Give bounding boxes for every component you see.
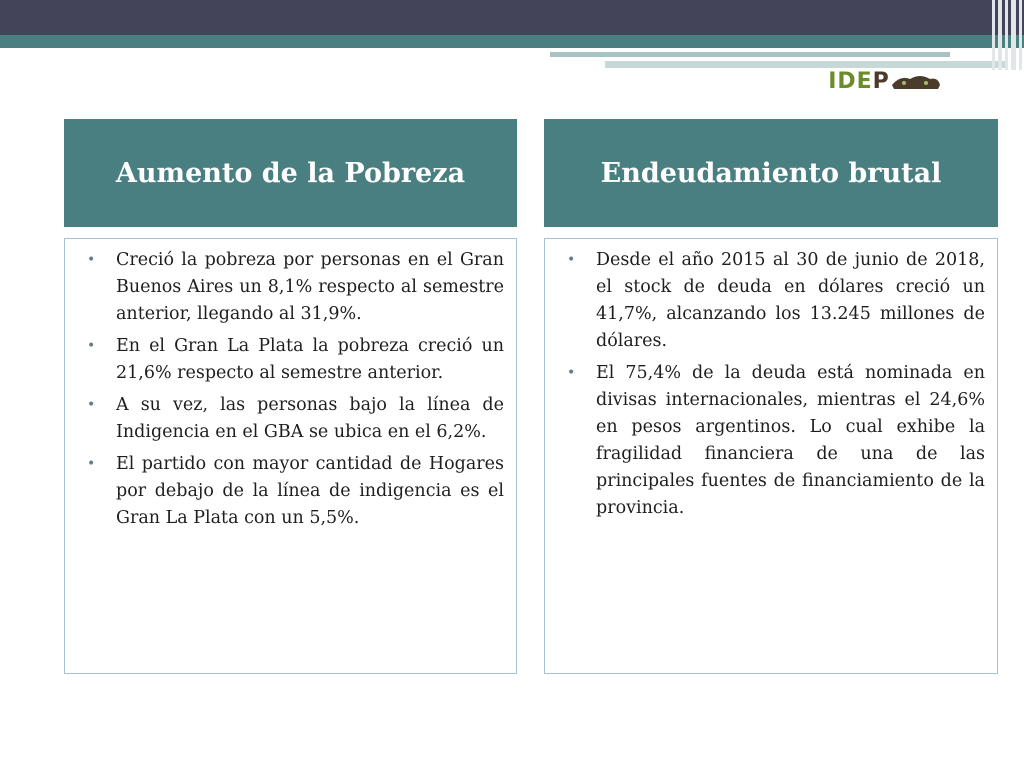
bullet-icon: • bbox=[87, 456, 96, 472]
bullet-icon: • bbox=[567, 365, 576, 381]
vertical-stripes bbox=[990, 0, 1024, 70]
top-decorative-bar bbox=[0, 0, 1024, 35]
idep-logo bbox=[824, 66, 946, 96]
bullet-icon: • bbox=[87, 252, 96, 268]
logo-text-part1: IDE bbox=[828, 68, 873, 94]
logo-text-part2: P bbox=[872, 68, 890, 94]
bullet-icon: • bbox=[87, 397, 96, 413]
list-item: • En el Gran La Plata la pobreza creció un 21,6% respecto al semestre anterior. bbox=[87, 333, 504, 387]
column-title: Endeudamiento brutal bbox=[600, 157, 942, 189]
content-box-pobreza bbox=[64, 238, 517, 674]
header-aumento-pobreza bbox=[64, 119, 517, 227]
bullet-icon: • bbox=[567, 252, 576, 268]
content-box-endeudamiento bbox=[544, 238, 998, 674]
thin-decorative-bar bbox=[550, 52, 950, 57]
list-item: • A su vez, las personas bajo la línea de Indigencia en el GBA se ubica en el 6,2%. bbox=[87, 392, 504, 446]
column-title: Aumento de la Pobreza bbox=[115, 157, 466, 189]
bullet-list bbox=[567, 247, 985, 522]
list-item: • El partido con mayor cantidad de Hogares por debajo de la línea de indigencia es el Gran La Plata con un 5,5%. bbox=[87, 451, 504, 532]
header-endeudamiento bbox=[544, 119, 998, 227]
bullet-list bbox=[87, 247, 504, 532]
logo-shape-icon bbox=[890, 71, 942, 91]
list-item: • El 75,4% de la deuda está nominada en divisas internacionales, mientras el 24,6% en pesos argentinos. Lo cual exhibe la fragilidad financiera de una de las principales fuentes de financiamiento de la provincia. bbox=[567, 360, 985, 522]
list-item: • Desde el año 2015 al 30 de junio de 2018, el stock de deuda en dólares creció un 41,7%, alcanzando los 13.245 millones de dólares. bbox=[567, 247, 985, 355]
teal-decorative-bar bbox=[0, 35, 1024, 48]
list-item: • Creció la pobreza por personas en el Gran Buenos Aires un 8,1% respecto al semestre anterior, llegando al 31,9%. bbox=[87, 247, 504, 328]
bullet-icon: • bbox=[87, 338, 96, 354]
